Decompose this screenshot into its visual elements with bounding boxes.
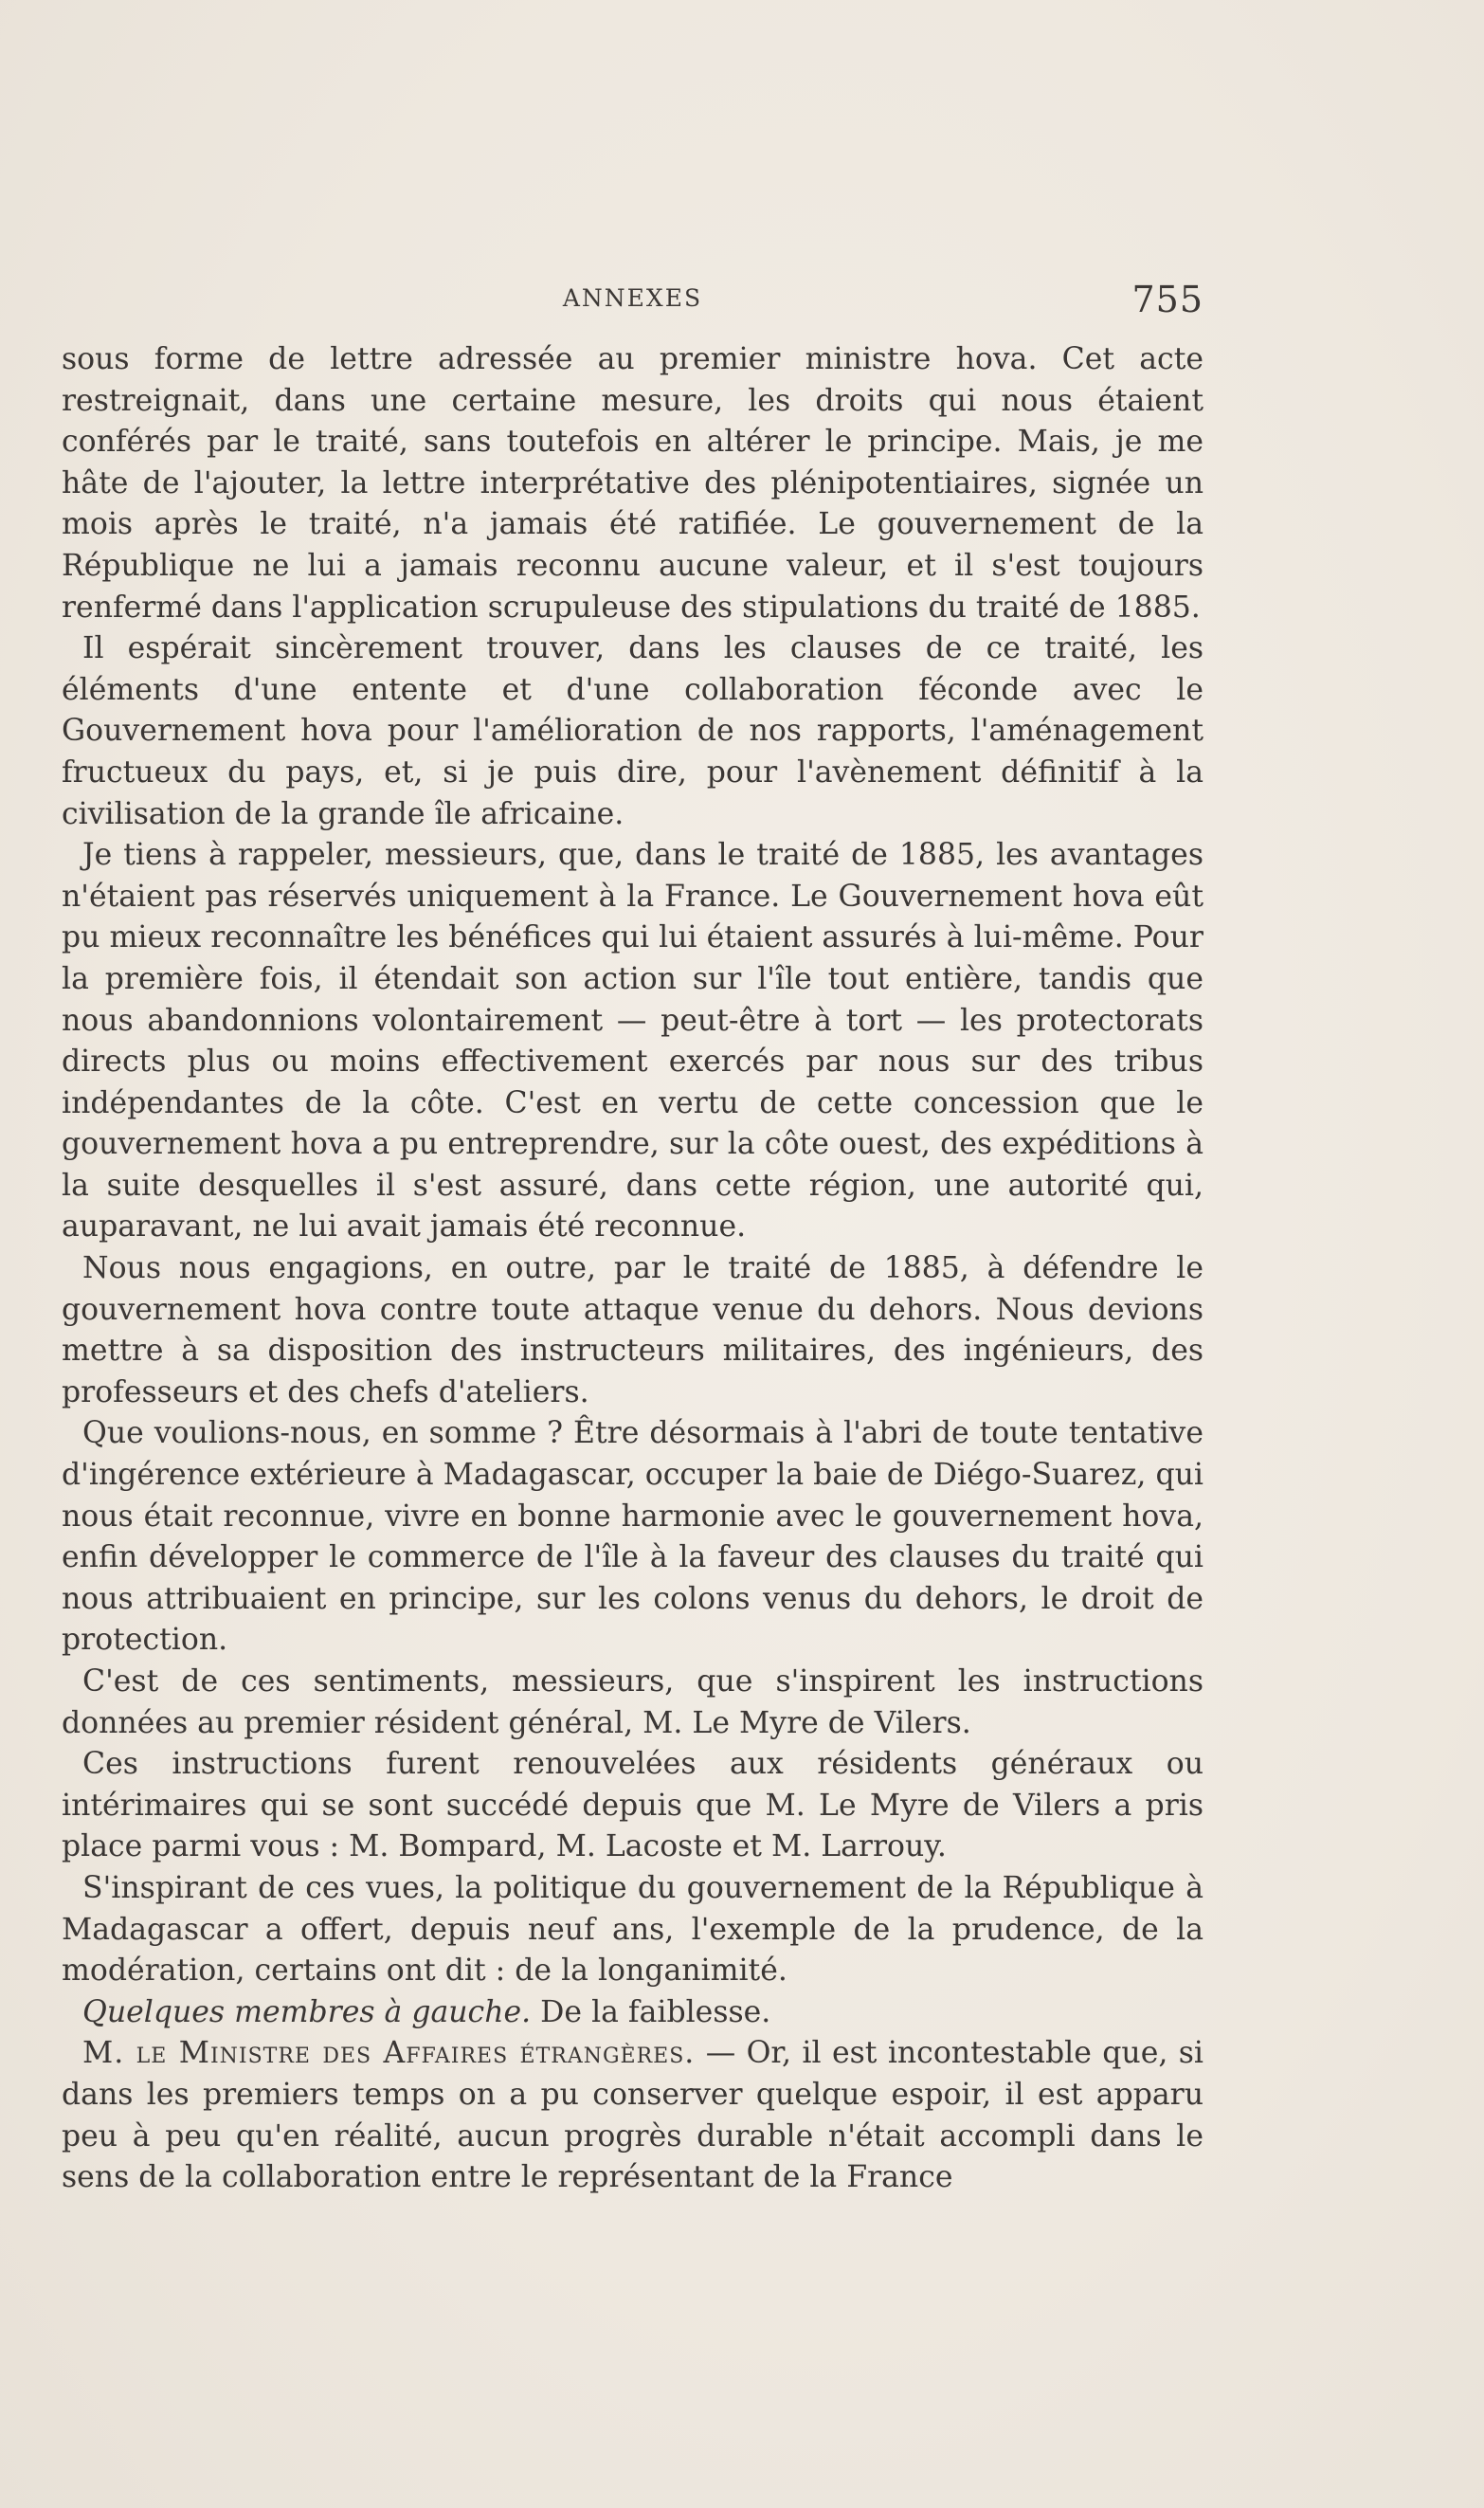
paragraph-continued: sous forme de lettre adressée au premier ministre hova. Cet acte restreignait, dans une certaine mesure, les droits qui nous étaient conférés par le traité, sans toutefois en altérer le principe. Mais, je me hâte de l'ajouter, la lettre interprétative des plénipotentiaires, signée un mois après le traité, n'a jamais été ratifiée. Le gouvernement de la République ne lui a jamais reconnu aucune valeur, et il s'est toujours renfermé dans l'application scrupuleuse des stipulations du traité de 1885.	[62, 342, 1203, 625]
minister-reply-text: — Or, il est incontestable que, si dans les premiers temps on a pu conserver quelque espoir, il est apparu peu à peu qu'en réalité, aucun progrès durable n'était accompli dans le sens de la collaboration entre le représentant de la France	[62, 2036, 1203, 2195]
paragraph: Je tiens à rappeler, messieurs, que, dans le traité de 1885, les avantages n'étaient pas réservés uniquement à la France. Le Gouvernement hova eût pu mieux reconnaître les bénéfices qui lui étaient assurés à lui-même. Pour la première fois, il étendait son action sur l'île tout entière, tandis que nous abandonnions volontairement — peut-être à tort — les protectorats directs plus ou moins effectivement exercés par nous sur des tribus indépendantes de la côte. C'est en vertu de cette concession que le gouvernement hova a pu entreprendre, sur la côte ouest, des expéditions à la suite desquelles il s'est assuré, dans cette région, une autorité qui, auparavant, ne lui avait jamais été reconnue.	[62, 838, 1203, 1245]
interjection-speaker: Quelques membres à gauche.	[82, 1994, 532, 2029]
interjection-paragraph	[62, 1992, 1203, 2034]
paragraph: Nous nous engagions, en outre, par le traité de 1885, à défendre le gouvernement hova contre toute attaque venue du dehors. Nous devions mettre à sa disposition des instructeurs militaires, des ingénieurs, des professeurs et des chefs d'ateliers.	[62, 1251, 1203, 1409]
interjection-text: De la faiblesse.	[531, 1994, 771, 2029]
minister-speaker: M. le Ministre des Affaires étrangères.	[82, 2036, 696, 2071]
paragraph: Que voulions-nous, en somme ? Être désormais à l'abri de toute tentative d'ingérence extérieure à Madagascar, occuper la baie de Diégo-Suarez, qui nous était reconnue, vivre en bonne harmonie avec le gouvernement hova, enfin développer le commerce de l'île à la faveur des clauses du traité qui nous attribuaient en principe, sur les colons venus du dehors, le droit de protection.	[62, 1416, 1203, 1658]
minister-reply-paragraph	[62, 2033, 1203, 2198]
paragraph: Ces instructions furent renouvelées aux résidents généraux ou intérimaires qui se sont succédé depuis que M. Le Myre de Vilers a pris place parmi vous : M. Bompard, M. Lacoste et M. Larrouy.	[62, 1747, 1203, 1864]
paragraph: Il espérait sincèrement trouver, dans les clauses de ce traité, les éléments d'une entente et d'une collaboration féconde avec le Gouvernement hova pour l'amélioration de nos rapports, l'aménagement fructueux du pays, et, si je puis dire, pour l'avènement définitif à la civilisation de la grande île africaine.	[62, 631, 1203, 831]
paragraph: C'est de ces sentiments, messieurs, que s'inspirent les instructions données au premier résident général, M. Le Myre de Vilers.	[62, 1664, 1203, 1740]
body-text	[62, 339, 1203, 2199]
page-header	[62, 279, 1203, 322]
page-number: 755	[1131, 279, 1203, 320]
paragraph: S'inspirant de ces vues, la politique du gouvernement de la République à Madagascar a offert, depuis neuf ans, l'exemple de la prudence, de la modération, certains ont dit : de la longanimité.	[62, 1870, 1203, 1989]
running-head: ANNEXES	[562, 284, 703, 312]
